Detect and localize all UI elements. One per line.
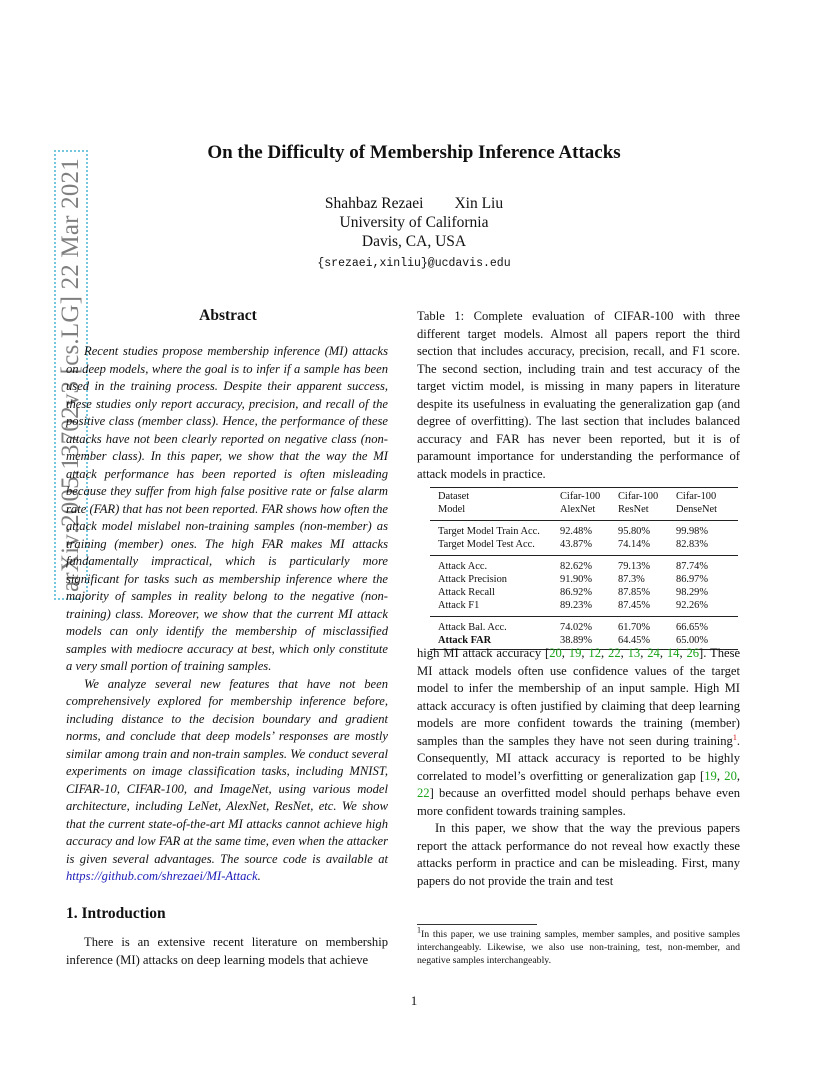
table-row [430,621,738,634]
arxiv-stamp [20,158,84,595]
table-cell: 91.90% [560,574,593,585]
table-cell: Attack FAR [438,635,492,646]
citation-link[interactable]: 22 [608,646,621,660]
table-row [430,538,738,551]
citation-link[interactable]: 22 [417,786,430,800]
abstract-paragraph-2 [66,676,388,886]
table-header-cell: AlexNet [560,504,596,515]
abstract-heading: Abstract [199,307,257,324]
table-header-row [430,503,738,516]
table-header-cell: Cifar-100 [560,491,601,502]
footnote-mark[interactable]: 1 [732,732,737,742]
table-cell: Attack Acc. [438,561,488,572]
source-code-link[interactable]: https://github.com/shrezaei/MI-Attack [66,869,258,883]
table-cell: 98.29% [676,587,709,598]
table-cell: 65.00% [676,635,709,646]
table-header-cell: Cifar-100 [676,491,717,502]
citation-link[interactable]: 26 [686,646,700,660]
body-text: ] because an overfitted model should perhaps behave even more confident towards training samples. [417,786,740,818]
citation-link[interactable]: 19 [704,768,717,783]
citation-link[interactable]: 12 [588,646,601,660]
table-cell: Attack Precision [438,574,507,585]
table-cell: 61.70% [618,622,651,633]
table-cell: 87.45% [618,600,651,611]
table-cell: 92.26% [676,600,709,611]
paper-title: On the Difficulty of Membership Inference Attacks [207,142,621,163]
author-names: Shahbaz Rezaei Xin Liu [324,195,504,212]
citation-link[interactable]: 20 [724,768,737,783]
table-cell: Attack F1 [438,600,480,611]
table-cell: 66.65% [676,622,709,633]
table-cell: 38.89% [560,635,593,646]
author-affiliation: University of California [339,214,489,231]
intro-paragraph: There is an extensive recent literature on membership inference (MI) attacks on deep learning models that achieve [66,935,388,967]
abstract-paragraph-2-end: . [257,869,261,883]
page-number: 1 [410,993,418,1008]
citation-link[interactable]: 14 [666,646,680,660]
intro-body [66,934,388,969]
citation-link[interactable]: 20 [549,646,562,660]
table-cell: 86.97% [676,574,709,585]
body-text: high MI attack accuracy [ [417,646,550,660]
citation-link[interactable]: 24 [647,646,660,660]
table-header-cell: Model [438,504,466,515]
right-paragraph-1: high MI attack accuracy [20, 19, 12, 22, 13, 24, 14, 26]. These MI attack models often use confidence values of the target model to infer the membership of an input sample. High MI attack accuracy is often justified by claiming that deep learning models are more confident towards the training (member) samples than the samples they have not seen during training$^1$. Consequently, MI attack accuracy is reported to be highly correlated to model’s overfitting or generalization gap [19, 20, 22] because an overfitted model should perhaps behave even more confident towards training samples. [417,646,741,818]
right-paragraph-2: In this paper, we show that the way the previous papers report the attack performance do not reveal how exactly these attacks perform in practice and can be misleading. First, many papers do not provide the train and test [417,821,740,888]
table-cell: 74.02% [560,622,593,633]
table-cell: 99.98% [676,526,709,537]
table-cell: 89.23% [560,600,593,611]
table-cell: Attack Recall [438,587,495,598]
citation-link[interactable]: 19 [568,646,582,660]
table-header-row [430,490,738,503]
abstract-paragraph-1: Recent studies propose membership inference (MI) attacks on deep models, where the goal is to infer if a sample has been used in the training process. Despite their apparent success, these studies only report accuracy, precision, and recall of the positive class (member class). Hence, the performance of these attacks have not been clearly reported on negative class (non-member class). In this paper, we show that the way the MI attack performance has been reported is often misleading because they suffer from high false positive rate or false alarm rate (FAR) that has not been reported. FAR shows how often the attack model mislabel non-training samples (non-member) as training (member) ones. The high FAR makes MI attacks fundamentally impractical, which is particularly more significant for tasks such as membership inference where the majority of samples in reality belong to the negative (non-training) class. Moreover, we show that the current MI attack models can only identify the membership of misclassified samples with mediocre accuracy at best, which only constitute a very small portion of training samples. [66,344,388,673]
footnote-rule [417,924,537,925]
table-cell: 43.87% [560,539,593,550]
citation-link[interactable]: 13 [627,646,641,660]
footnote [417,925,740,967]
table-cell: 87.3% [618,574,645,585]
table-cell: 79.13% [618,561,651,572]
table-header-cell: ResNet [618,504,649,515]
table-row [430,599,738,612]
right-body [417,645,740,890]
table-cell: Attack Bal. Acc. [438,622,507,633]
table-cell: 87.74% [676,561,709,572]
footnote-number: 1 [417,925,421,935]
table-cell: 82.83% [676,539,709,550]
table-row [430,573,738,586]
table-row [430,586,738,599]
table-row [430,560,738,573]
author-location: Davis, CA, USA [361,233,467,250]
footnote-text: In this paper, we use training samples, member samples, and positive samples interchangeably. Likewise, we also use non-training, test, non-member, and negative samples interchangeably. [417,929,740,966]
table-cell: 86.92% [560,587,593,598]
table-caption: Table 1: Complete evaluation of CIFAR-100 with three different target models. Almost all papers report the third section that includes accuracy, precision, recall, and F1 score. The second section, including train and test accuracy of the target victim model, is missing in many papers in literature despite its usefulness in evaluating the generalization gap (and degree of overfitting). The last section that includes balanced accuracy and FAR has never been reported, but it is of paramount importance for understanding the performance of attack models in practice. [417,309,740,481]
table-header-cell: Dataset [438,491,470,502]
table-row [430,525,738,538]
table-cell: 92.48% [560,526,593,537]
table-header-cell: Cifar-100 [618,491,659,502]
arxiv-id: arXiv:2005.13702v3 [cs.LG] 22 Mar 2021 [54,150,88,600]
table-header-cell: DenseNet [676,504,717,515]
results-table [430,487,738,654]
table-cell: 74.14% [618,539,651,550]
intro-heading: 1. Introduction [66,905,166,922]
author-email: {srezaei,xinliu}@ucdavis.edu [317,257,511,270]
table-cell: Target Model Train Acc. [438,526,540,537]
abstract-body [66,343,388,886]
table-cell: 82.62% [560,561,593,572]
table-cell: 95.80% [618,526,651,537]
table-cell: 87.85% [618,587,651,598]
table-cell: 64.45% [618,635,651,646]
body-text: . Consequently, MI attack accuracy is reported to be highly correlated to model’s overfitting or generalization gap [ [417,733,740,783]
table-cell: Target Model Test Acc. [438,539,535,550]
abstract-paragraph-2-text: We analyze several new features that have not been comprehensively explored for membership inference before, including distance to the decision boundary and gradient norms, and conclude that deep models’ responses are mostly similar among train and non-train samples. We conduct several experiments on image classification tasks, including MNIST, CIFAR-10, CIFAR-100, and ImageNet, using various model architecture, including LeNet, AlexNet, ResNet, etc. We show that the current state-of-the-art MI attacks cannot achieve high accuracy and low FAR at the same time, even when the attacker is given several advantages. The source code is available at [66,676,388,866]
body-text: ]. These MI attack models often use confidence values of the target model to infer the membership of an input sample. High MI attack accuracy is often justified by claiming that deep learning models are more confident towards the training (member) samples than the samples they have not seen during training [417,646,741,748]
